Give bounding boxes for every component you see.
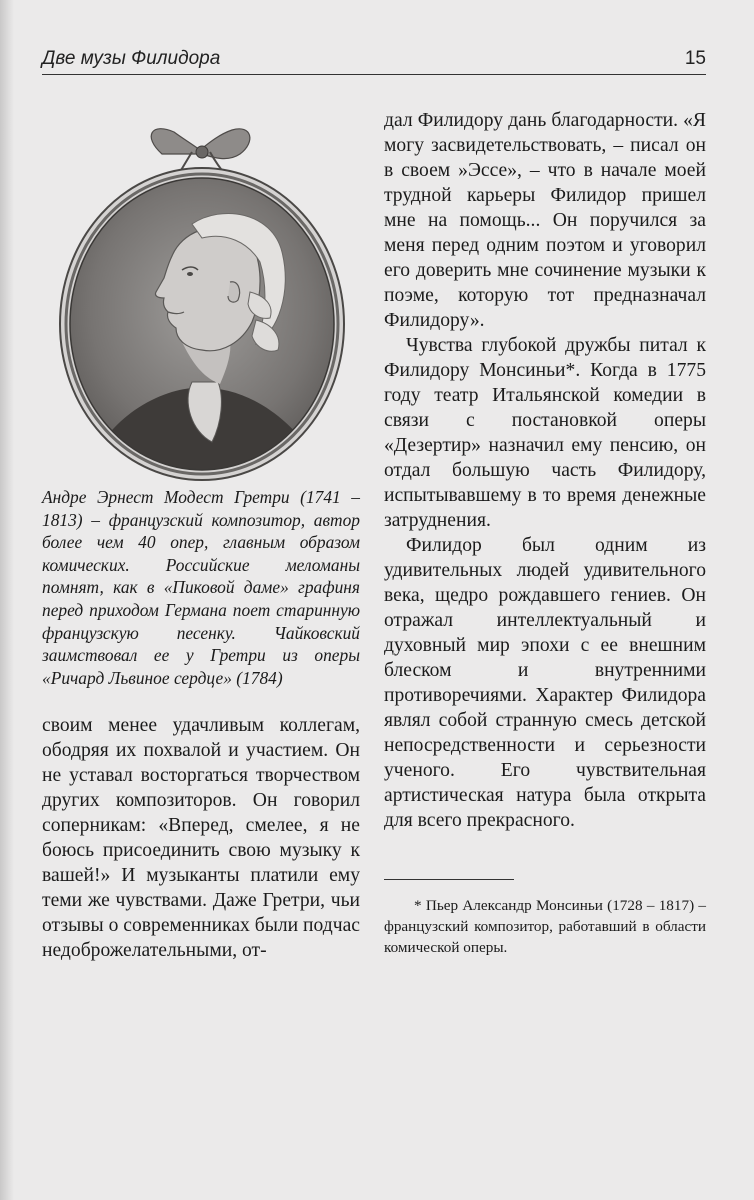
- paragraph: своим менее удачливым коллегам, ободряя их похвалой и участием. Он не уставал восторгаться творчеством других композиторов. Он говорил соперникам: «Вперед, смелее, я не боюсь присоединить свою музыку к вашей!» И музыканты платили ему теми же чувствами. Даже Гретри, чьи отзывы о современниках были подчас недоброжелательными, от-: [42, 715, 360, 962]
- portrait-engraving: [42, 92, 360, 482]
- footnote: * Пьер Александр Монсиньи (1728 – 1817) – французский композитор, работавший в области комической оперы.: [384, 897, 706, 956]
- page-number: 15: [684, 48, 706, 69]
- paragraph: дал Филидору дань благодарности. «Я могу засвидетельствовать, – писал он в своем »Эссе», – что в начале моей трудной карьеры Филидор пришел мне на помощь... Он поручился за меня перед одним поэтом и уговорил его доверить мне сочинение музыки к поэме, которую тот предназначал Филидору».: [384, 110, 706, 331]
- paragraph: Чувства глубокой дружбы питал к Филидору Монсиньи*. Когда в 1775 году театр Итальянской комедии в связи с постановкой оперы «Дезертир» назначил ему пенсию, он отдал большую часть Филидору, испытывавшему в то время денежные затруднения.: [384, 335, 706, 531]
- footnote-rule: [384, 879, 514, 880]
- page-edge-shadow: [0, 0, 14, 1200]
- running-title: Две музы Филидора: [42, 48, 221, 69]
- running-header: [42, 46, 706, 76]
- left-column: [42, 92, 360, 963]
- header-rule: [42, 74, 706, 75]
- right-column-text: [384, 108, 706, 833]
- portrait-caption: Андре Эрнест Модест Гретри (1741 – 1813) – французский композитор, автор более чем 40 опер, главным образом комических. Российские меломаны помнят, как в «Пиковой даме» графиня перед приходом Германа поет старинную французскую песенку. Чайковский заимствовал ее у Гретри из оперы «Ричард Львиное сердце» (1784): [42, 487, 360, 688]
- right-column: [384, 108, 706, 958]
- portrait-image: [42, 92, 360, 482]
- paragraph: Филидор был одним из удивительных людей удивительного века, щедро рождавшего гениев. Он отражал интеллектуальный и духовный мир эпохи с ее внешним блеском и внутренними противоречиями. Характер Филидора являл собой странную смесь детской непосредственности и серьезности ученого. Его чувствительная артистическая натура была открыта для всего прекрасного.: [384, 535, 706, 831]
- left-column-text: [42, 713, 360, 963]
